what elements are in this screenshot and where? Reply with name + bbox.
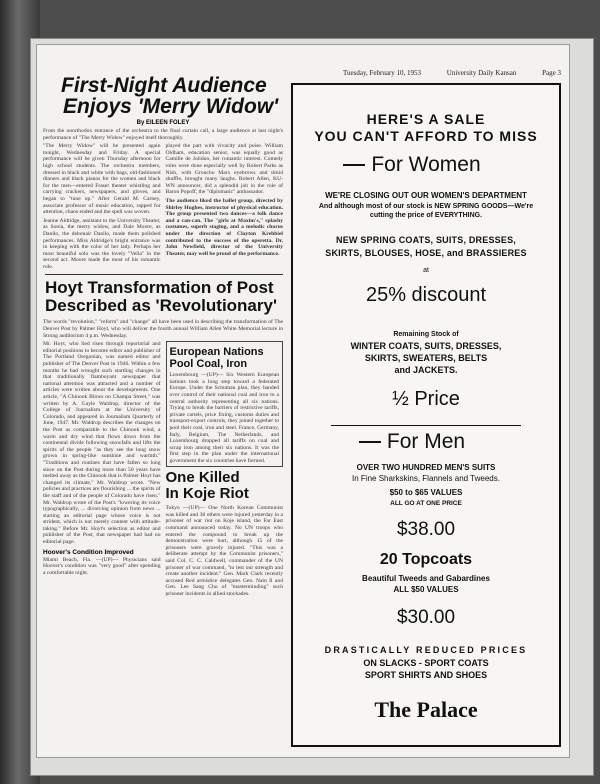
women-section-header	[293, 153, 559, 177]
story-text: Luxembourg —(UP)— Six Western European nations took a long step toward a federated Europe. Under the Schuman plan, they handed over control of their national coal and iron to a central authority representing all six nations. Trying to break the barriers of restrictive tariffs, private cartels, price fixing, customs duties and transport-export controls, they joined together to pool their coal, iron and steel. France, Germany, Italy, Belgium, The Netherlands, and Luxembourg dropped all tariffs on coal and scrap iron among their six nations. It was the first step in the plan under the international government the six countries have formed.	[169, 372, 279, 464]
story-columns	[43, 341, 283, 597]
dash-icon	[359, 441, 381, 443]
closing-detail	[293, 202, 559, 220]
headline-line-1: Hoyt Transformation of Post	[45, 278, 274, 298]
lede: The words "revolution," "reform" and "change" all have been used in describing the transformation of The Denver Post by Palmer Hoyt, who will deliver the fourth annual William Allen White Memorial lecture in Strong auditorium 4 p.m. Wednesday.	[43, 319, 283, 339]
sale-line: SPORT SHIRTS AND SHOES	[364, 670, 488, 680]
news-column	[43, 74, 283, 597]
headline-line-1: One Killed	[165, 469, 240, 487]
suits-line: In Fine Sharkskins, Flannels and Tweeds.	[352, 474, 500, 483]
topcoats-detail	[293, 573, 559, 595]
ad-headline-2: YOU CAN'T AFFORD TO MISS	[314, 128, 538, 144]
discount-label: 25% discount	[365, 284, 487, 306]
headline-hoyt	[45, 274, 283, 315]
story-text: The audience liked the ballet group, directed by Shirley Hughes, instructor of physical education. The group presented two dances—a folk dance and a can-can. The "girls at Maxim's," splashy costumes, superb staging, and a melodic chorus under the direction of Clayton Krehbiel contributed to the success of the operetta. Dr. John Newfield, director of the University Theater, may well be proud of the performance.	[165, 197, 283, 257]
items-line: NEW SPRING COATS, SUITS, DRESSES,	[336, 235, 516, 245]
sale-line: ON SLACKS - SPORT COATS	[363, 658, 489, 668]
byline: By EILEEN FOLEY	[136, 120, 190, 126]
story-text: played the part with vivacity and poise. William Oldham, education senior, was equally good as Camille de Jolidon, her romantic interest. Comedy roles were done especially well by Robert Parks as Nish, with Groucho Marx eyebrows and timid shuffle, brought many laughs. Robert Allen, KU-WN announcer, did a splendid job in the role of Baron Popoff, the "diplomatic" ambassador.	[165, 143, 283, 196]
folio-paper: University Daily Kansan	[446, 69, 517, 77]
women-items	[293, 234, 559, 260]
divider	[331, 425, 521, 426]
one-price-label: ALL GO AT ONE PRICE	[390, 500, 462, 507]
sale-items	[293, 657, 559, 681]
headline-line-2: Enjoys 'Merry Widow'	[63, 95, 279, 118]
stock-list	[293, 340, 559, 376]
suits-values: $50 to $65 VALUES	[389, 488, 463, 497]
sidebar-box	[166, 341, 284, 467]
topcoats-line: Beautiful Tweeds and Gabardines	[362, 574, 490, 583]
headline-line-1: First-Night Audience	[61, 74, 267, 97]
topcoats-line: ALL $50 VALUES	[393, 585, 459, 594]
dash-icon	[343, 164, 365, 166]
stock-line: SKIRTS, SWEATERS, BELTS	[364, 353, 488, 363]
folio-date: Tuesday, February 10, 1953	[343, 69, 422, 77]
stock-line: and JACKETS.	[394, 365, 458, 375]
women-label: For Women	[371, 153, 481, 176]
ad-headline-1: HERE'S A SALE	[366, 111, 486, 127]
closing-detail-line: And although most of our stock is NEW SPRING GOODS—We're	[318, 203, 534, 210]
headline-koje-riot	[166, 470, 284, 502]
store-logo: The Palace	[374, 697, 478, 722]
suit-price: $38.00	[396, 519, 456, 540]
page-folio	[343, 69, 561, 77]
folio-page: Page 3	[542, 69, 561, 77]
subhead: Hoover's Condition Improved	[43, 548, 134, 556]
story-text: Mr. Hoyt, who lied risen through reportorial and editorial positions to become editor and publisher of The Portland Oregonian, was named editor and publisher of The Denver Post in 1946. Within a few months he had wrought such startling changes in that traditionally flamboyant newspaper that national attention was attracted and a number of articles were written about the developments. One article, "A Chinook Blows on Champa Street," was written by A. Gayle Waldrop, director of the College of Journalism at the University of Colorado, and appeared in Journalism Quarterly of June, 1947. Mr. Waldrop describes the changes on the Post as comparable to the Chinook wind, a warm and dry wind that flows down from the continental divide following snowfalls and lifts the spirits of the people "as they see the long snow grown in spring-like sunshine and warmth." "Traditions and routines that have fallen so long since on the Post during more than 50 years have melted away as the Chinook that is Palmer Hoyt has changed its climate," Mr. Waldrop wrote. "New policies and practices are flourishing ... the spirits of the staff and of the people of Colorado have risen." Mr. Waldrop wrote of the Post's "lowering its voice typographically, ... divorcing opinion from news ... starting an editorial page whose voice is not strident, which is not merely content with attitude-taking." Before Mr. Hoyt's selection as editor and publisher of the Post, that newspaper had had no editorial page.	[43, 341, 161, 546]
remaining-label: Remaining Stock of	[393, 331, 459, 338]
headline-european-coal: European Nations Pool Coal, Iron	[169, 346, 264, 371]
story-columns	[43, 143, 283, 270]
suits-line: OVER TWO HUNDRED MEN'S SUITS	[356, 463, 496, 472]
newspaper-page	[36, 44, 570, 758]
story-merry-widow	[43, 75, 283, 270]
lede: From the unorthodox entrance of the orchestra to the final curtain call, a large audience at last night's performance of "The Merry Widow" enjoyed itself thoroughly.	[43, 128, 283, 141]
palace-sale-ad	[291, 83, 561, 747]
story-text: Miami Beach, Fla. —(UP)— Physicians said Hoover's condition was "very good" after spending a comfortable night.	[43, 556, 161, 576]
closing-notice: WE'RE CLOSING OUT OUR WOMEN'S DEPARTMENT	[325, 191, 527, 200]
headline-line-2: Described as 'Revolutionary'	[45, 296, 277, 316]
men-label: For Men	[386, 430, 466, 453]
at-label: at	[423, 267, 429, 274]
half-price-label: ½ Price	[392, 388, 460, 410]
headline-line-2: In Koje Riot	[165, 485, 249, 503]
suits-offer	[293, 462, 559, 484]
story-hoyt	[43, 274, 283, 597]
topcoats-label: 20 Topcoats	[379, 551, 473, 568]
story-text: Jeanne Aldridge, assistant to the University Theater, as Sonia, the merry widow, and Dale Moore, as Danilo, the debonair Danilo, made them polished performances. Miss Aldridge's bright entrance was in keeping with the color of her lady. Perhaps her most beautiful solo was the lovely "Vella" in the second act. Moore made the most of his romantic role.	[43, 217, 161, 270]
story-text: Tokyo —(UP)— One North Korean Communist was killed and 38 others were injured yesterday in a prisoner of war riot on Koje island, the Far East command announced today. No UN troops who entered the compound to break up the demonstration were hurt, although 15 of the prisoners were gravely injured. "This was a deliberate attempt by the Communist prisoners," said Col. C. C. Caldwell, commander of the UN prisoner of war command, "to test our strength and create another incident." Gen. Mark Clark recently accused Red armistice delegates Gen. Nam Il and Gen. Lee Sang Cho of "masterminding" such prisoner incidents in allied stockades.	[165, 505, 283, 597]
story-text: "The Merry Widow" will be presented again tonight, Wednesday and Friday. A special performance will be given Thursday afternoon for high school students. The orchestra members, dressed in black and white with bags, old-fashioned dinners and black pianos for the women and black for the men—entered Fraser theater whistling and carrying crackers, newspapers, and gloves, and began to "tune up." After Gerald M. Carney, associate professor of music education, rapped for attention, chaos ended and the spell was woven.	[43, 143, 161, 216]
stock-line: WINTER COATS, SUITS, DRESSES,	[350, 341, 502, 351]
men-section-header	[293, 430, 559, 454]
drastic-reductions: DRASTICALLY REDUCED PRICES	[324, 645, 528, 655]
topcoat-price: $30.00	[396, 607, 456, 628]
items-line: SKIRTS, BLOUSES, HOSE, and BRASSIERES	[325, 248, 527, 258]
closing-detail-line: cutting the price of EVERYTHING.	[369, 212, 483, 219]
